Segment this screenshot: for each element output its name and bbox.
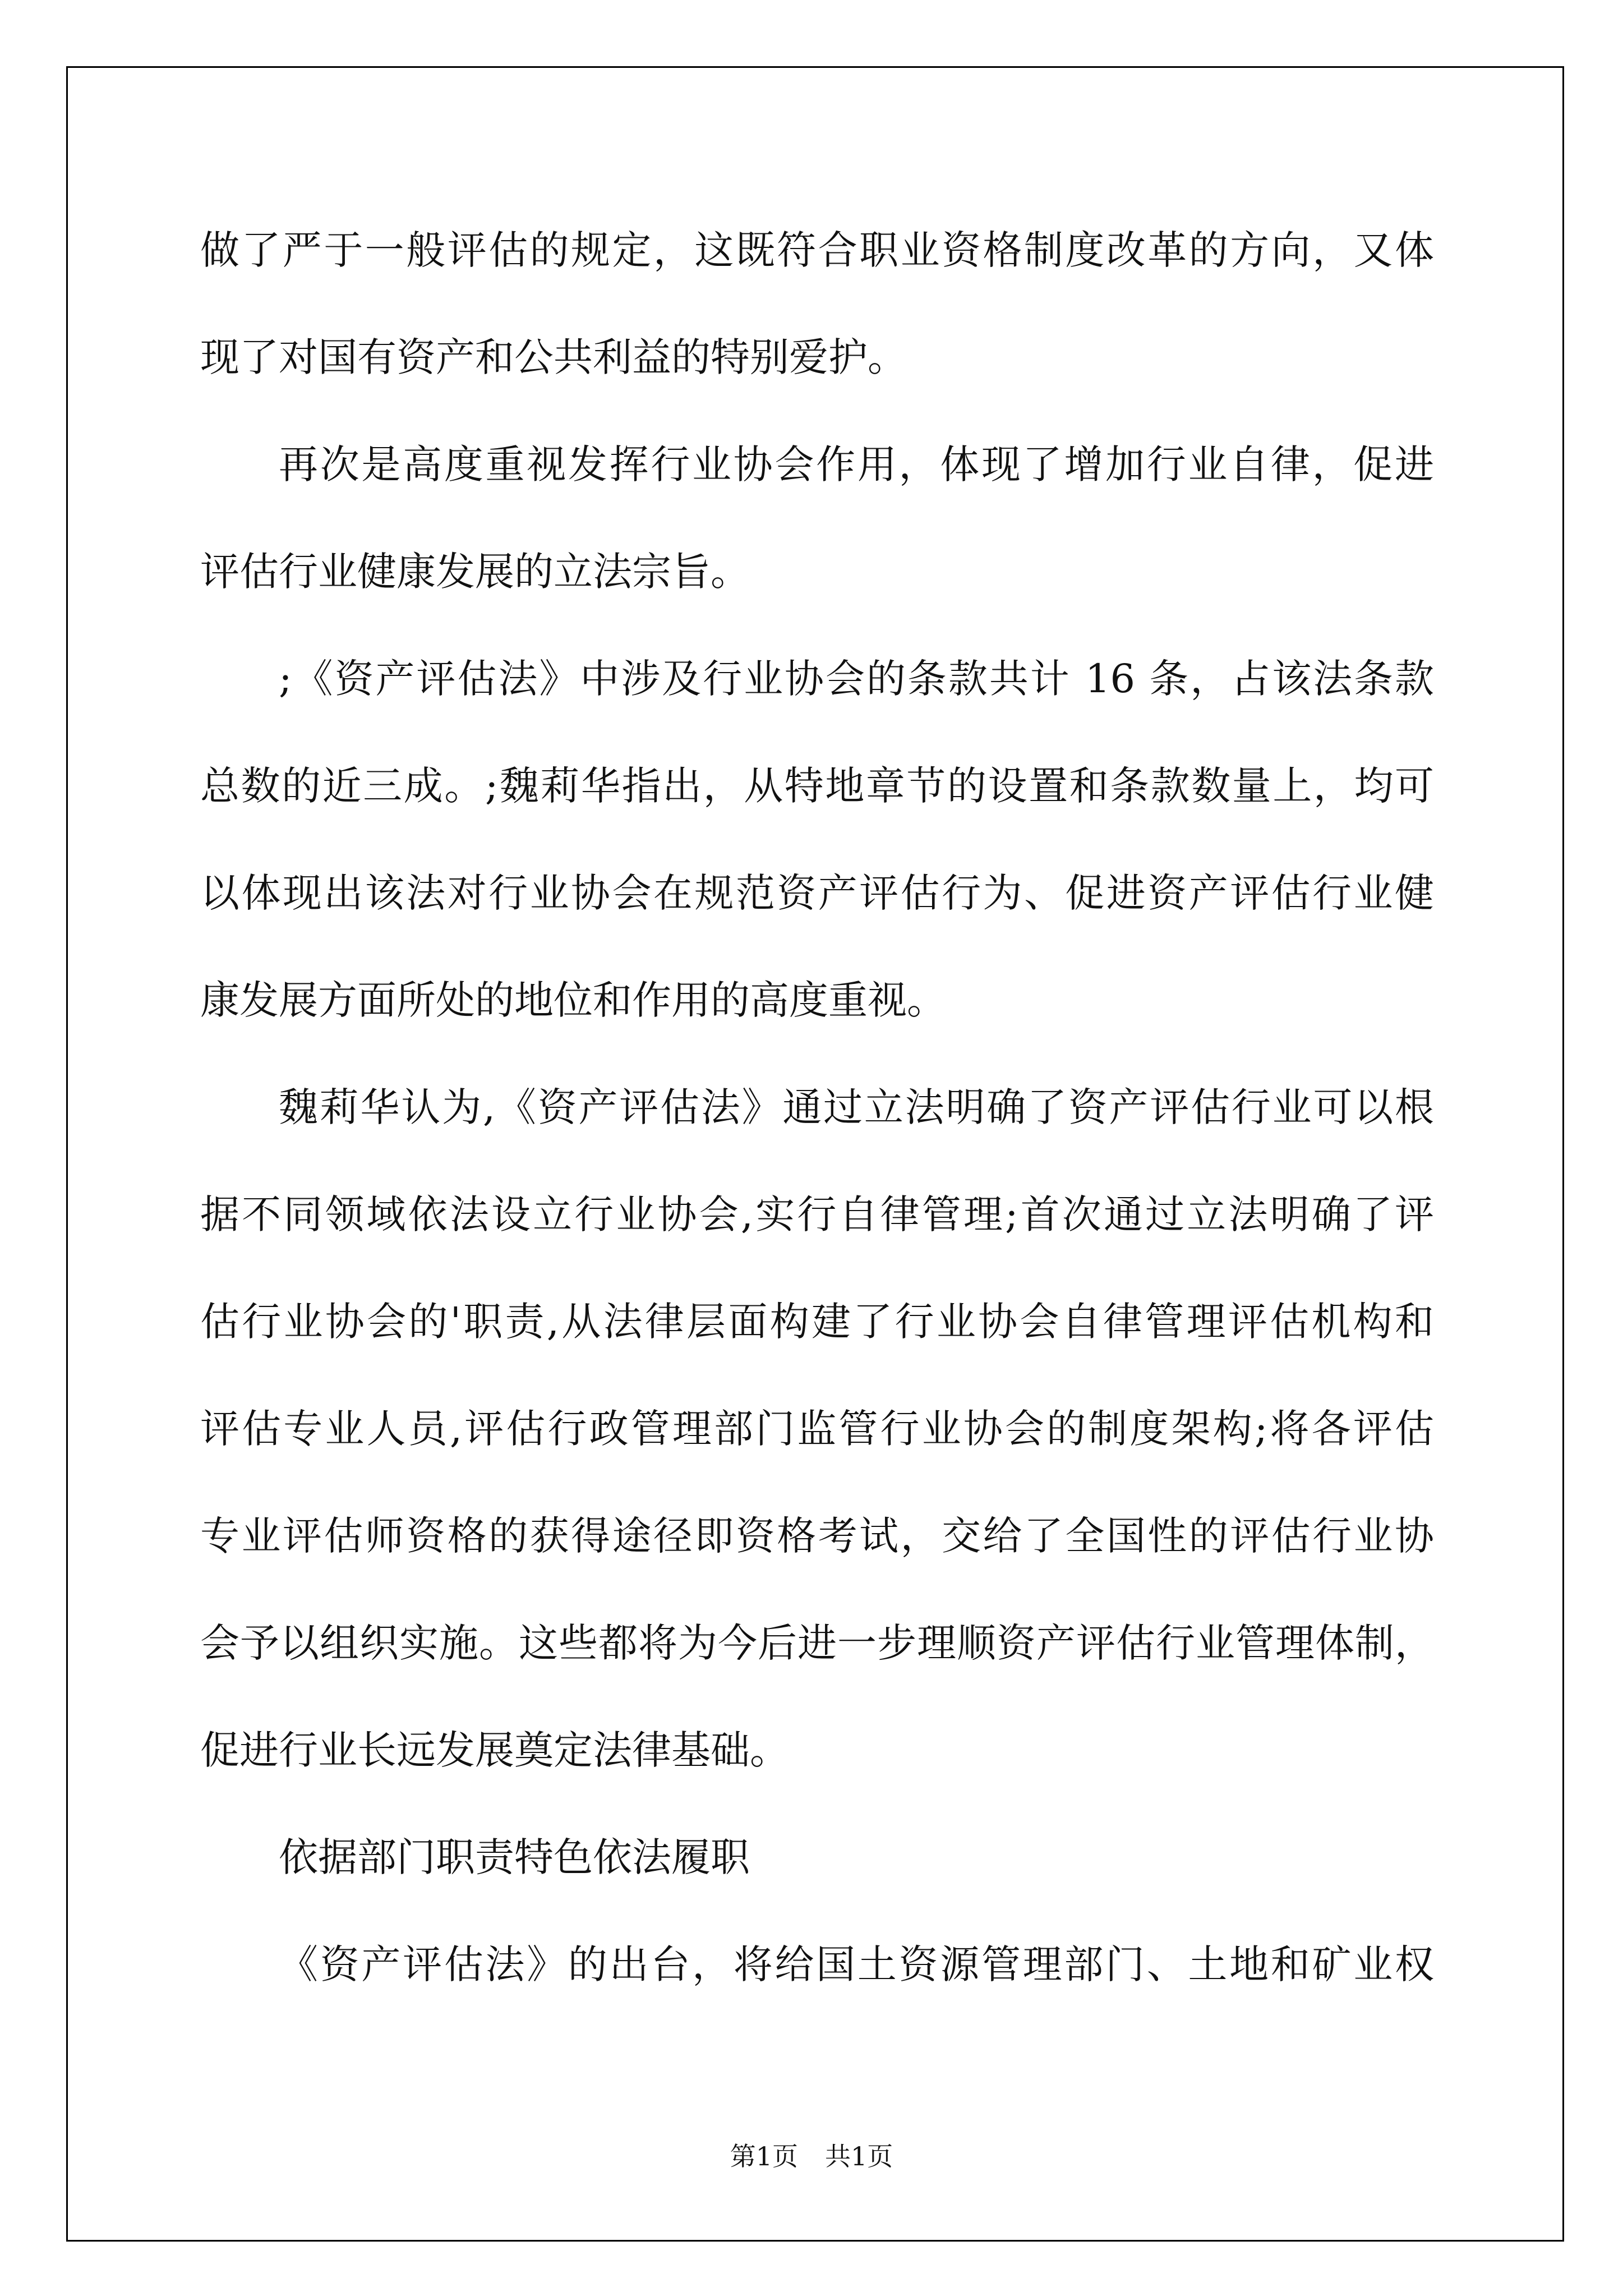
paragraph-line: ;《资产评估法》中涉及行业协会的条款共计 16 条，占该法条款 bbox=[279, 656, 1434, 702]
paragraph-line: 估行业协会的'职责,从法律层面构建了行业协会自律管理评估机构和 bbox=[200, 1299, 1434, 1345]
page-number: 第1页 bbox=[730, 2141, 798, 2171]
paragraph-line: 再次是高度重视发挥行业协会作用，体现了增加行业自律，促进 bbox=[279, 441, 1434, 487]
paragraph bbox=[200, 197, 1434, 411]
paragraph-line: 评估行业健康发展的立法宗旨。 bbox=[200, 549, 750, 595]
section-heading-text: 依据部门职责特色依法履职 bbox=[279, 1834, 750, 1880]
paragraph-line: 做了严于一般评估的规定，这既符合职业资格制度改革的方向，又体 bbox=[200, 227, 1434, 273]
paragraph-line: 据不同领域依法设立行业协会,实行自律管理;首次通过立法明确了评 bbox=[200, 1191, 1434, 1237]
paragraph-line: 专业评估师资格的获得途径即资格考试，交给了全国性的评估行业协 bbox=[200, 1513, 1434, 1559]
paragraph-line: 总数的近三成。;魏莉华指出，从特地章节的设置和条款数量上，均可 bbox=[200, 763, 1434, 809]
page-count: 共1页 bbox=[825, 2141, 893, 2171]
paragraph bbox=[200, 1911, 1434, 2018]
paragraph-line: 评估专业人员,评估行政管理部门监管行业协会的制度架构;将各评估 bbox=[200, 1406, 1434, 1452]
page-footer bbox=[0, 2139, 1623, 2173]
paragraph-line: 魏莉华认为,《资产评估法》通过立法明确了资产评估行业可以根 bbox=[279, 1084, 1434, 1130]
paragraph bbox=[200, 411, 1434, 625]
paragraph-line: 《资产评估法》的出台，将给国土资源管理部门、土地和矿业权 bbox=[279, 1941, 1434, 1987]
paragraph-line: 康发展方面所处的地位和作用的高度重视。 bbox=[200, 977, 946, 1023]
paragraph bbox=[200, 625, 1434, 1054]
paragraph-line: 会予以组织实施。这些都将为今后进一步理顺资产评估行业管理体制， bbox=[200, 1620, 1434, 1666]
paragraph bbox=[200, 1054, 1434, 1804]
document-body bbox=[200, 197, 1434, 2018]
paragraph-line: 现了对国有资产和公共利益的特别爱护。 bbox=[200, 334, 907, 380]
paragraph-line: 以体现出该法对行业协会在规范资产评估行为、促进资产评估行业健 bbox=[200, 870, 1434, 916]
paragraph-line: 促进行业长远发展奠定法律基础。 bbox=[200, 1727, 789, 1773]
section-heading bbox=[200, 1804, 1434, 1911]
